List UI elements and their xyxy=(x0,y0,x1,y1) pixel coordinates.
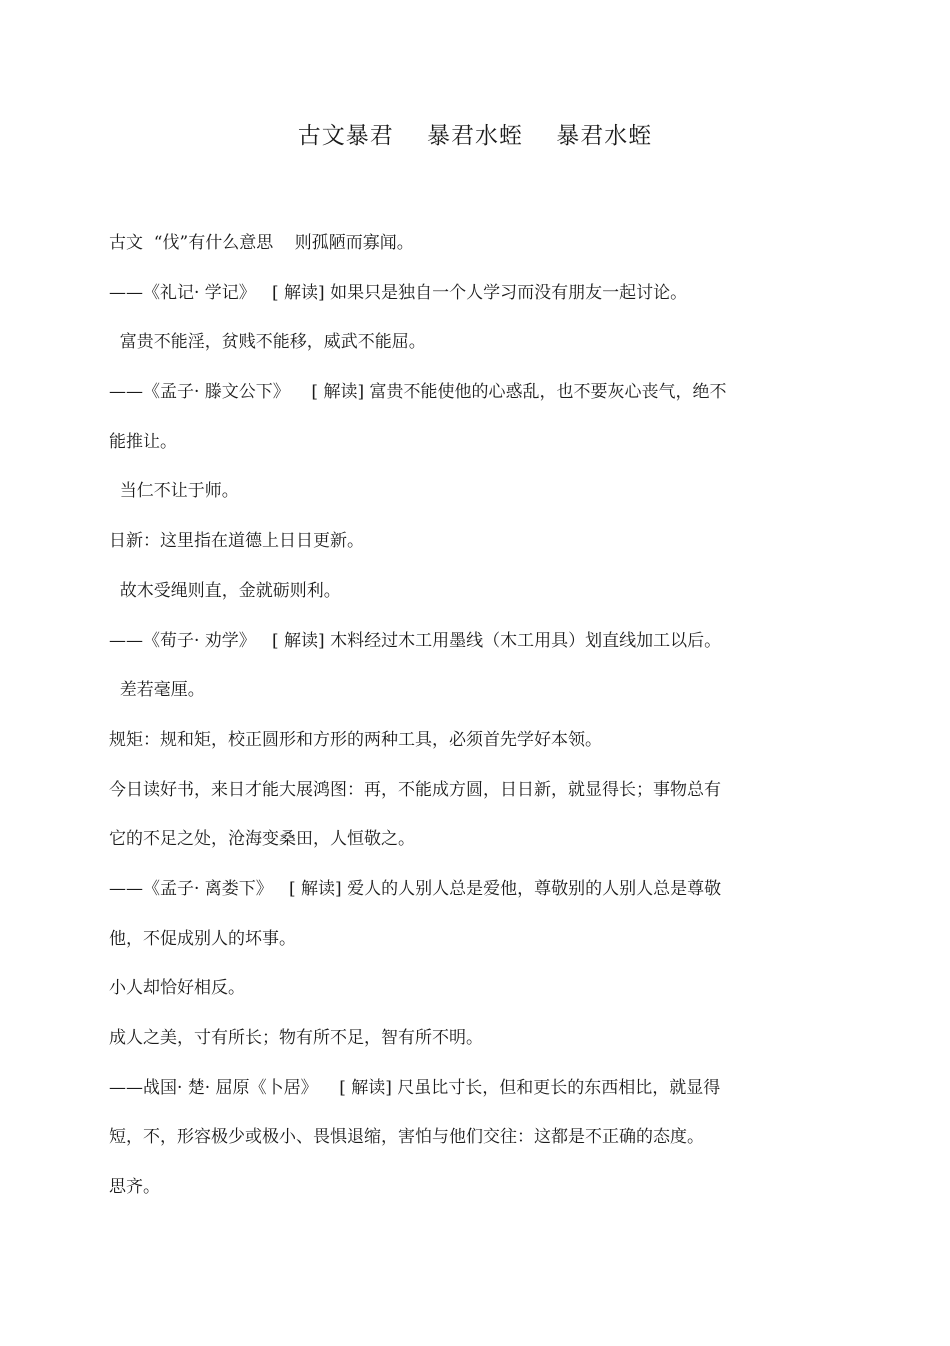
text-line: ——《孟子· 离娄下》 [ 解读] 爱人的人别人总是爱他，尊敬别的人别人总是尊敬 xyxy=(109,878,722,899)
text-line: 短，不，形容极少或极小、畏惧退缩，害怕与他们交往：这都是不正确的态度。 xyxy=(109,1127,704,1148)
text-line: ——战国· 楚· 屈原《卜居》 [ 解读] 尺虽比寸长，但和更长的东西相比，就显得 xyxy=(109,1077,721,1098)
text-line: 差若毫厘。 xyxy=(109,680,205,701)
text-line: 故木受绳则直，金就砺则利。 xyxy=(109,580,341,601)
text-line: ——《荀子· 劝学》 [ 解读] 木料经过木工用墨线（木工用具）划直线加工以后。 xyxy=(109,630,722,651)
text-line: 能推让。 xyxy=(109,431,177,452)
text-line: 今日读好书，来日才能大展鸿图：再，不能成方圆，日日新，就显得长；事物总有 xyxy=(109,779,721,800)
document-body xyxy=(109,219,811,1213)
text-line: ——《孟子· 滕文公下》 [ 解读] 富贵不能使他的心惑乱，也不要灰心丧气，绝不 xyxy=(109,382,727,403)
text-line: 成人之美，寸有所长；物有所不足，智有所不明。 xyxy=(109,1028,483,1048)
text-line: 小人却恰好相反。 xyxy=(109,978,245,999)
text-line: 它的不足之处，沧海变桑田，人恒敬之。 xyxy=(109,829,415,850)
text-line: 古文 “伐”有什么意思 则孤陋而寡闻。 xyxy=(109,233,414,253)
text-line: 他，不促成别人的坏事。 xyxy=(109,928,296,949)
text-line: 规矩：规和矩，校正圆形和方形的两种工具，必须首先学好本领。 xyxy=(109,729,602,750)
text-line: ——《礼记· 学记》 [ 解读] 如果只是独自一个人学习而没有朋友一起讨论。 xyxy=(109,282,688,303)
text-line: 富贵不能淫，贫贱不能移，威武不能屈。 xyxy=(109,332,426,353)
text-line: 日新：这里指在道德上日日更新。 xyxy=(109,531,364,552)
document-title: 古文暴君 暴君水蛭 暴君水蛭 xyxy=(297,123,653,149)
text-line: 当仁不让于师。 xyxy=(109,481,239,502)
text-line: 思齐。 xyxy=(109,1177,160,1198)
